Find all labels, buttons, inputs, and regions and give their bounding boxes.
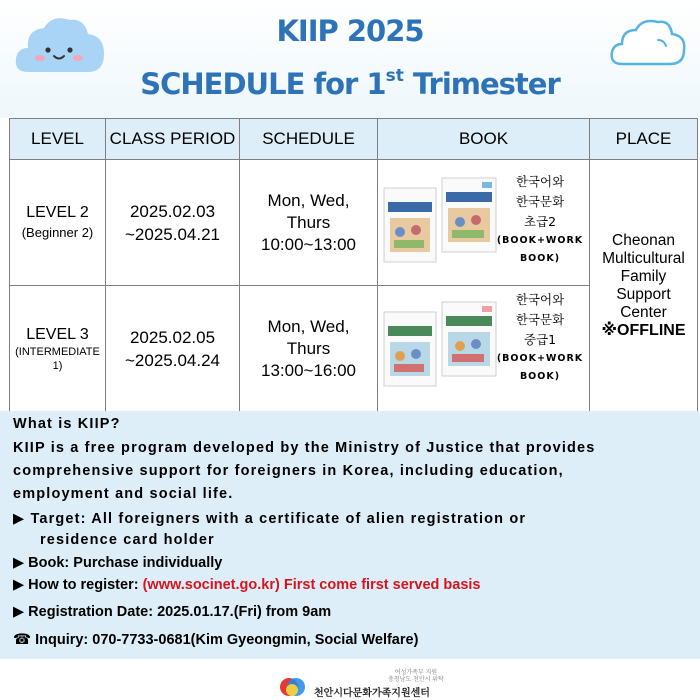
info-panel [0, 411, 700, 659]
level-name: LEVEL 3 [26, 325, 89, 343]
place-cell: Cheonan Multicultural Family Support Center ※OFFLINE [590, 160, 698, 412]
info-description-2: comprehensive support for foreigners in Korea, including education, [13, 463, 564, 479]
offline-badge: ※OFFLINE [601, 321, 686, 339]
period-start: 2025.02.05 [129, 327, 216, 347]
header-book: BOOK [378, 119, 590, 160]
register-line: ▶ How to register: (www.socinet.go.kr) First come first served basis [13, 577, 481, 593]
header-schedule: SCHEDULE [240, 119, 378, 160]
schedule-table [9, 118, 698, 412]
book-cover-image [382, 294, 500, 394]
schedule-days-2: Thurs [286, 338, 331, 358]
inquiry-line: ☎ Inquiry: 070-7733-0681(Kim Gyeongmin, Social Welfare) [13, 632, 419, 648]
registration-date-line: ▶ Registration Date: 2025.01.17.(Fri) from 9am [13, 604, 332, 620]
footer-org-name: 천안시다문화가족지원센터 [314, 688, 430, 699]
period-cell [106, 160, 240, 286]
register-link[interactable]: (www.socinet.go.kr) First come first served basis [142, 577, 481, 593]
schedule-days-2: Thurs [286, 212, 331, 232]
page-title: KIIP 2025 [276, 14, 424, 48]
schedule-cell [240, 286, 378, 412]
info-heading: What is KIIP? [13, 416, 121, 432]
level-subtitle: (INTERMEDIATE [15, 345, 100, 358]
book-cell [378, 160, 590, 286]
schedule-days: Mon, Wed, [267, 190, 350, 210]
info-description: KIIP is a free program developed by the Ministry of Justice that provides [13, 440, 596, 456]
page-subtitle: SCHEDULE for 1st Trimester [140, 66, 560, 101]
level-cell [10, 286, 106, 412]
book-cover-image [382, 170, 500, 270]
level-name: LEVEL 2 [26, 203, 89, 221]
period-cell [106, 286, 240, 412]
target-line: ▶ Target: All foreigners with a certificate of alien registration or [13, 511, 527, 527]
target-line-2: residence card holder [40, 532, 215, 548]
schedule-days: Mon, Wed, [267, 316, 350, 336]
book-cell [378, 286, 590, 412]
book-title: 한국어와 한국문화 중급1 (BOOK+WORK BOOK) [496, 292, 584, 382]
header-class-period: CLASS PERIOD [106, 119, 240, 160]
header-place: PLACE [590, 119, 698, 160]
schedule-cell [240, 160, 378, 286]
table-header-row [10, 119, 698, 160]
book-line: ▶ Book: Purchase individually [13, 555, 223, 571]
schedule-time: 13:00~16:00 [260, 360, 356, 380]
level-subtitle: (Beginner 2) [21, 224, 94, 240]
level-subtitle-2: 1) [52, 359, 63, 372]
period-end: ~2025.04.21 [124, 224, 220, 244]
level-cell [10, 160, 106, 286]
period-start: 2025.02.03 [129, 201, 216, 221]
book-title: 한국어와 한국문화 초급2 (BOOK+WORK BOOK) [496, 174, 584, 264]
footer-sponsor: 여성가족부 지원 충청남도·천안시 위탁 [388, 670, 444, 683]
table-row [10, 160, 698, 286]
center-logo-icon [278, 676, 310, 698]
header-level: LEVEL [10, 119, 106, 160]
period-end: ~2025.04.24 [124, 350, 220, 370]
schedule-time: 10:00~13:00 [260, 234, 356, 254]
info-description-3: employment and social life. [13, 486, 234, 502]
